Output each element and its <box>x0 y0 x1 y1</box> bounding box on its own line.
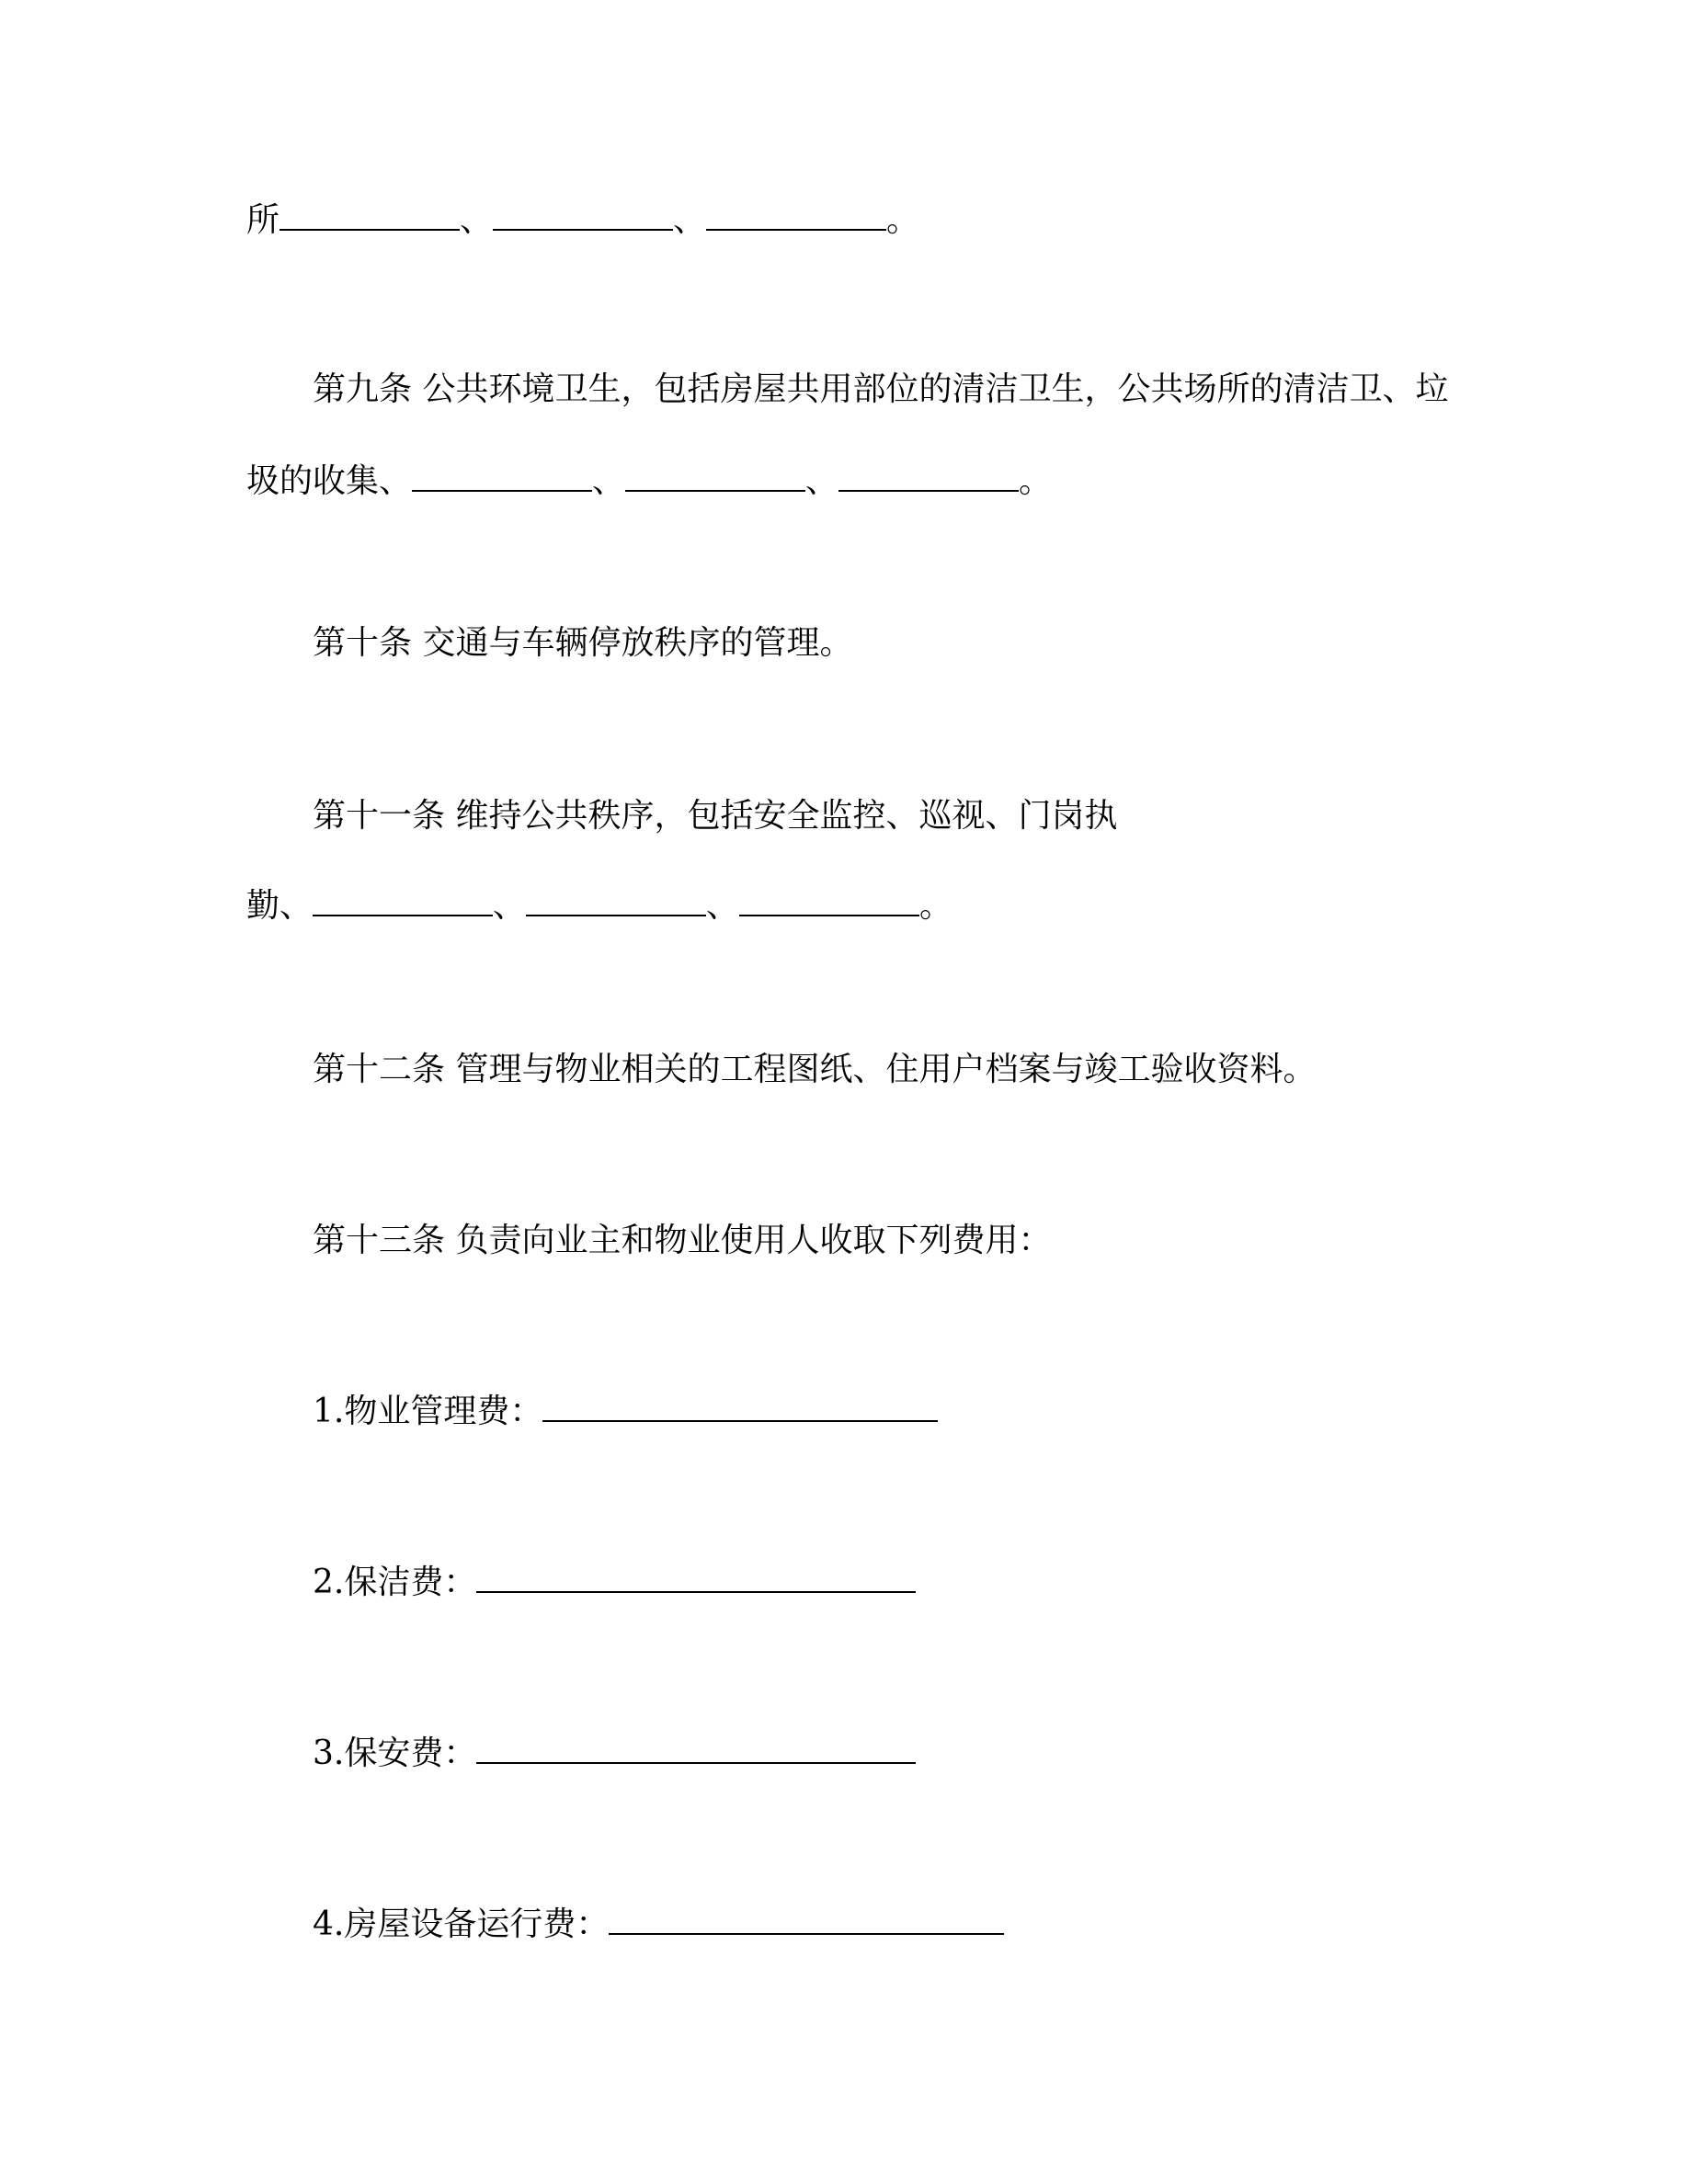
fee-input-security[interactable] <box>476 1735 916 1764</box>
fee-item-4 <box>313 1903 1004 1947</box>
line-suffix: 。 <box>1019 462 1053 500</box>
blank-field-3[interactable] <box>706 201 886 231</box>
line-1-prefix: 所 <box>246 201 280 239</box>
separator: 、 <box>460 201 494 239</box>
separator: 、 <box>706 887 740 925</box>
article-11-line-1: 第十一条 维持公共秩序，包括安全监控、巡视、门岗执 <box>313 797 1118 835</box>
article-13: 第十三条 负责向业主和物业使用人收取下列费用： <box>313 1222 1052 1259</box>
article-9-line-1: 第九条 公共环境卫生，包括房屋共用部位的清洁卫生，公共场所的清洁卫、垃 <box>313 370 1449 408</box>
blank-field-5[interactable] <box>625 462 805 492</box>
fee-input-cleaning[interactable] <box>476 1564 916 1593</box>
separator: 、 <box>805 462 839 500</box>
blank-field-1[interactable] <box>279 201 460 231</box>
article-9-prefix: 圾的收集、 <box>246 462 413 500</box>
article-11-prefix: 勤、 <box>246 887 314 925</box>
fee-label: 4.房屋设备运行费： <box>313 1905 610 1943</box>
blank-field-9[interactable] <box>739 887 919 916</box>
fee-label: 3.保安费： <box>313 1735 477 1772</box>
line-suffix: 。 <box>919 887 953 925</box>
fee-label: 2.保洁费： <box>313 1564 477 1601</box>
fee-input-management[interactable] <box>542 1393 938 1422</box>
fee-item-2 <box>313 1561 916 1605</box>
article-10: 第十条 交通与车辆停放秩序的管理。 <box>313 624 853 662</box>
fee-input-equipment[interactable] <box>609 1905 1004 1935</box>
separator: 、 <box>592 462 626 500</box>
blank-field-2[interactable] <box>493 201 673 231</box>
fee-label: 1.物业管理费： <box>313 1393 543 1430</box>
article-12: 第十二条 管理与物业相关的工程图纸、住用户档案与竣工验收资料。 <box>313 1051 1317 1088</box>
fee-item-3 <box>313 1732 916 1776</box>
article-9-line-2 <box>246 460 1052 504</box>
line-continuation-1 <box>246 199 919 243</box>
article-11-line-2 <box>246 884 952 928</box>
line-suffix: 。 <box>886 201 920 239</box>
blank-field-8[interactable] <box>526 887 706 916</box>
blank-field-6[interactable] <box>838 462 1019 492</box>
separator: 、 <box>673 201 707 239</box>
blank-field-7[interactable] <box>313 887 493 916</box>
blank-field-4[interactable] <box>412 462 592 492</box>
separator: 、 <box>493 887 527 925</box>
fee-item-1 <box>313 1390 938 1434</box>
